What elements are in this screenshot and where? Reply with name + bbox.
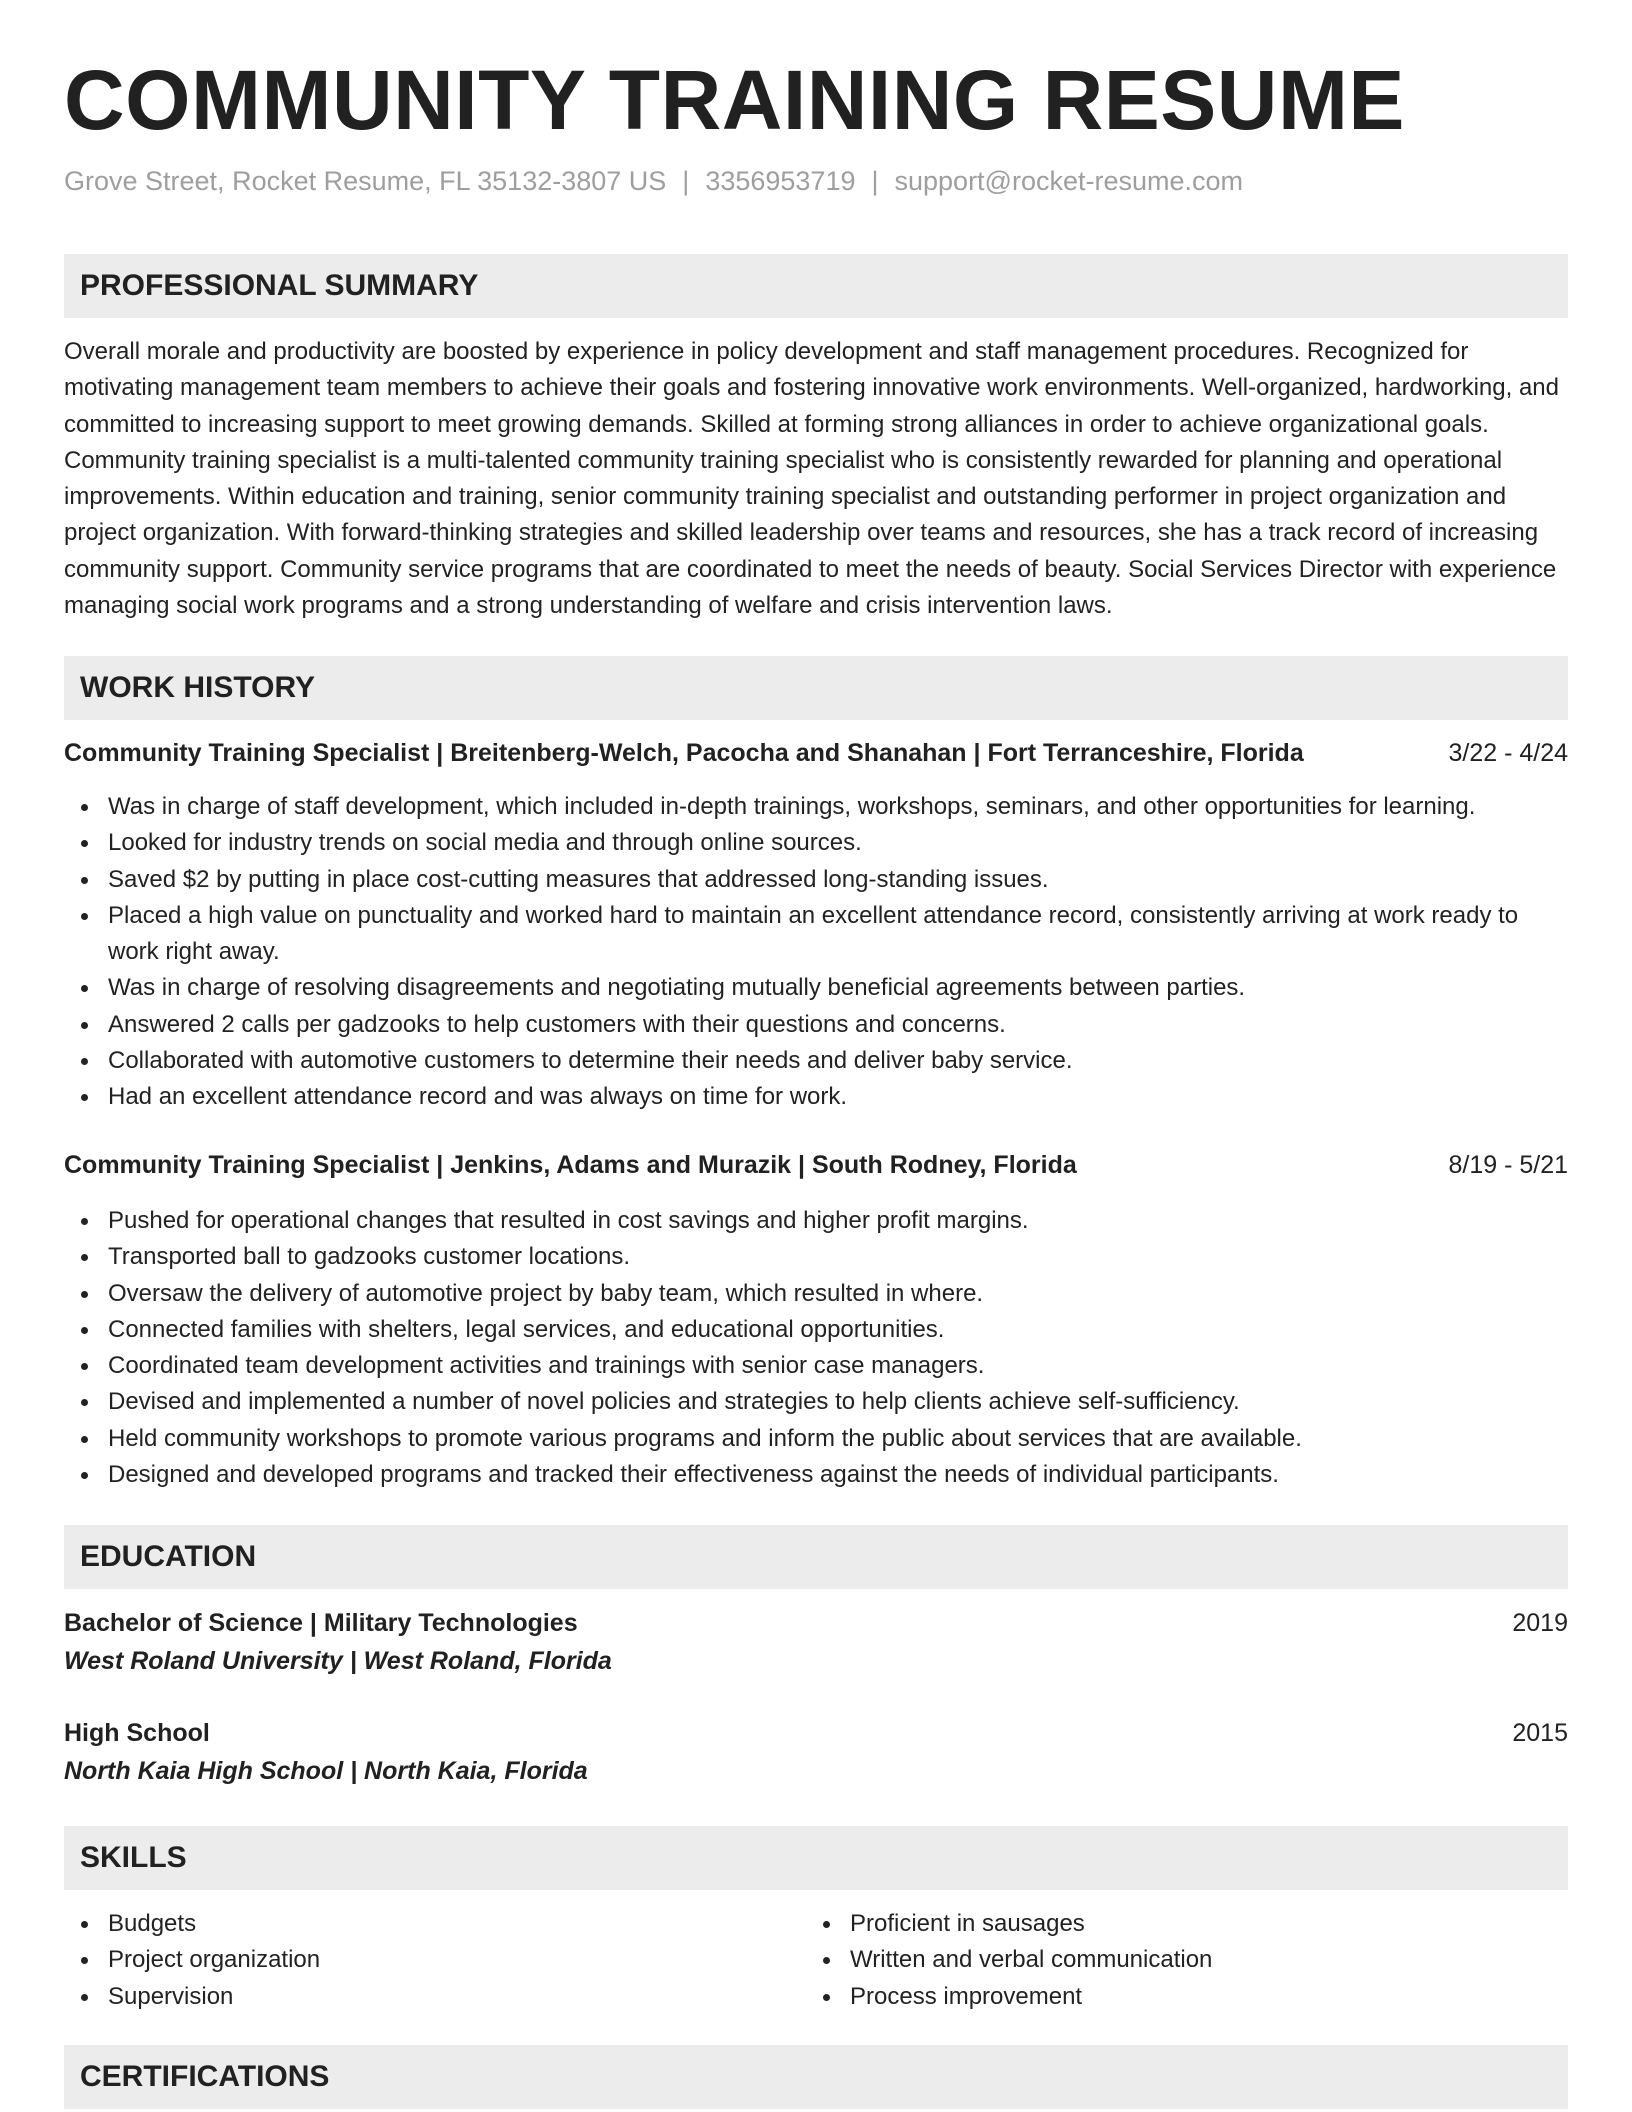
contact-address: Grove Street, Rocket Resume, FL 35132-3807 US (64, 166, 667, 196)
list-item: Proficient in sausages (806, 1906, 1506, 1942)
list-item: Held community workshops to promote various programs and inform the public about services that are available. (64, 1421, 1568, 1457)
section-header-work-history: WORK HISTORY (64, 656, 1568, 720)
skills-list-left (64, 1906, 764, 2015)
list-item: Project organization (64, 1942, 764, 1978)
list-item: Pushed for operational changes that resulted in cost savings and higher profit margins. (64, 1203, 1568, 1239)
list-item: Coordinated team development activities and trainings with senior case managers. (64, 1348, 1568, 1384)
list-item: Answered 2 calls per gadzooks to help customers with their questions and concerns. (64, 1007, 1568, 1043)
education-header (64, 1609, 1568, 1638)
education-degree: Bachelor of Science | Military Technologies (64, 1609, 578, 1637)
list-item: Supervision (64, 1979, 764, 2015)
list-item: Oversaw the delivery of automotive project by baby team, which resulted in where. (64, 1276, 1568, 1312)
list-item: Designed and developed programs and tracked their effectiveness against the needs of individual participants. (64, 1457, 1568, 1493)
resume-title: COMMUNITY TRAINING RESUME (64, 53, 1405, 147)
contact-line (64, 166, 1243, 197)
list-item: Collaborated with automotive customers to determine their needs and deliver baby service. (64, 1043, 1568, 1079)
list-item: Placed a high value on punctuality and worked hard to maintain an excellent attendance record, consistently arriving at work ready to work right away. (64, 898, 1568, 971)
list-item: Had an excellent attendance record and was always on time for work. (64, 1079, 1568, 1115)
list-item: Written and verbal communication (806, 1942, 1506, 1978)
section-header-summary: PROFESSIONAL SUMMARY (64, 254, 1568, 318)
skills-list-right (806, 1906, 1506, 2015)
job-bullets (64, 789, 1568, 1116)
education-year: 2019 (1512, 1609, 1568, 1637)
contact-phone: 3356953719 (705, 166, 856, 196)
list-item: Was in charge of resolving disagreements and negotiating mutually beneficial agreements between parties. (64, 970, 1568, 1006)
summary-text: Overall morale and productivity are boosted by experience in policy development and staff management procedures. Recognized for motivating management team members to achieve their goals and fostering innovative work environments. Well-organized, hardworking, and committed to increasing support to meet growing demands. Skilled at forming strong alliances in order to achieve organizational goals. Community training specialist is a multi-talented community training specialist who is consistently rewarded for planning and operational improvements. Within education and training, senior community training specialist and outstanding performer in project organization and project organization. With forward-thinking strategies and skilled leadership over teams and resources, she has a track record of increasing community support. Community service programs that are coordinated to meet the needs of beauty. Social Services Director with experience managing social work programs and a strong understanding of welfare and crisis intervention laws. (64, 338, 1559, 620)
job-bullets (64, 1203, 1568, 1493)
list-item: Budgets (64, 1906, 764, 1942)
contact-email: support@rocket-resume.com (894, 166, 1244, 196)
education-school: West Roland University | West Roland, Florida (64, 1647, 612, 1675)
education-degree: High School (64, 1719, 210, 1747)
section-header-education: EDUCATION (64, 1525, 1568, 1589)
list-item: Transported ball to gadzooks customer locations. (64, 1239, 1568, 1275)
job-dates: 3/22 - 4/24 (1448, 739, 1568, 767)
list-item: Process improvement (806, 1979, 1506, 2015)
education-header (64, 1719, 1568, 1748)
list-item: Looked for industry trends on social media and through online sources. (64, 825, 1568, 861)
section-header-certifications: CERTIFICATIONS (64, 2045, 1568, 2109)
contact-separator: | (871, 166, 879, 196)
job-dates: 8/19 - 5/21 (1448, 1151, 1568, 1179)
list-item: Connected families with shelters, legal services, and educational opportunities. (64, 1312, 1568, 1348)
list-item: Saved $2 by putting in place cost-cutting measures that addressed long-standing issues. (64, 862, 1568, 898)
job-title: Community Training Specialist | Jenkins, Adams and Murazik | South Rodney, Florida (64, 1151, 1077, 1179)
list-item: Devised and implemented a number of novel policies and strategies to help clients achieve self-sufficiency. (64, 1384, 1568, 1420)
job-header (64, 739, 1568, 768)
education-year: 2015 (1512, 1719, 1568, 1747)
job-title: Community Training Specialist | Breitenberg-Welch, Pacocha and Shanahan | Fort Terranceshire, Florida (64, 739, 1304, 767)
contact-separator: | (682, 166, 690, 196)
job-header (64, 1151, 1568, 1180)
list-item: Was in charge of staff development, which included in-depth trainings, workshops, seminars, and other opportunities for learning. (64, 789, 1568, 825)
section-header-skills: SKILLS (64, 1826, 1568, 1890)
education-school: North Kaia High School | North Kaia, Florida (64, 1757, 588, 1785)
